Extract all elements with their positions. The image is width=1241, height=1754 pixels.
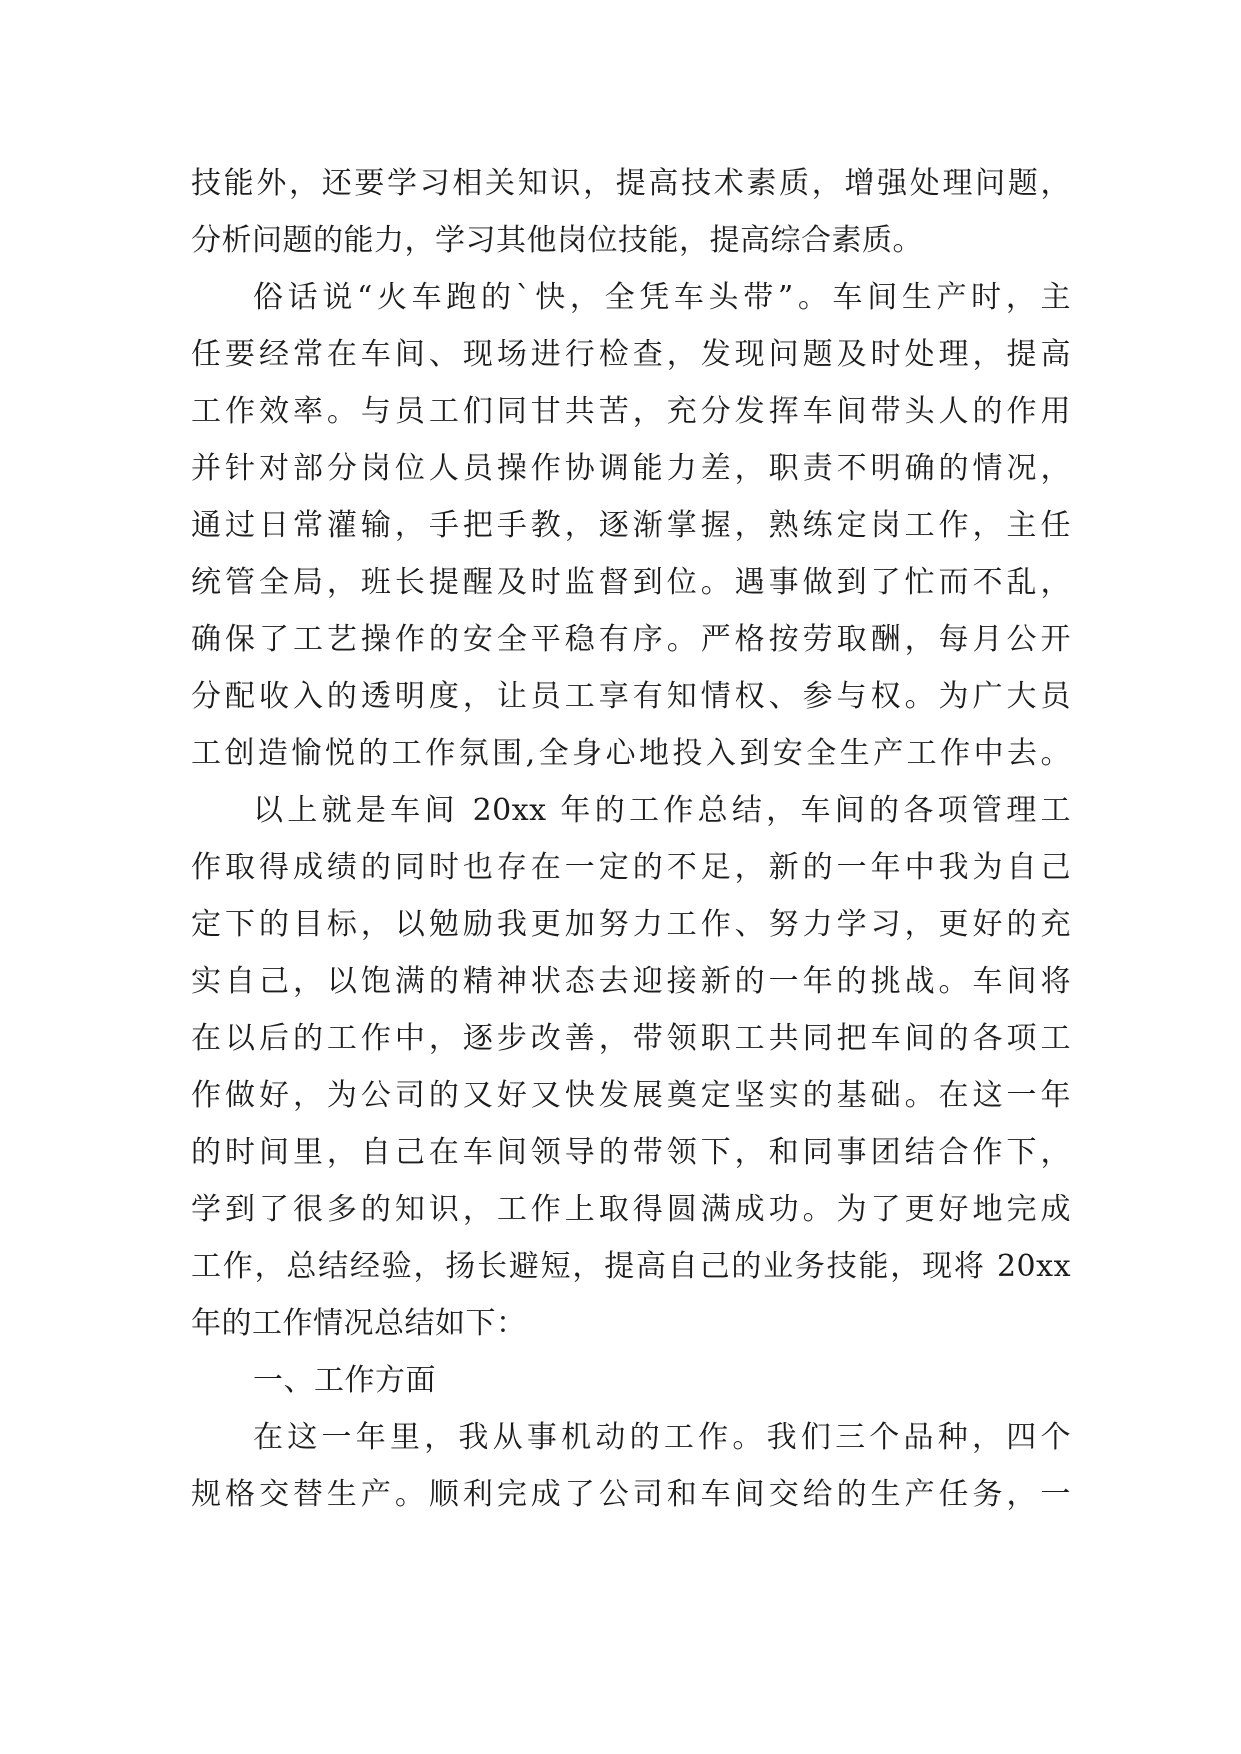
text-line: 的时间里，自己在车间领导的带领下，和同事团结合作下， <box>191 1135 1071 1170</box>
text-line: 技能外，还要学习相关知识，提高技术素质，增强处理问题， <box>191 166 1071 201</box>
text-line: 工创造愉悦的工作氛围,全身心地投入到安全生产工作中去。 <box>191 736 1071 771</box>
text-line: 并针对部分岗位人员操作协调能力差，职责不明确的情况， <box>191 451 1071 486</box>
text-line: 作做好，为公司的又好又快发展奠定坚实的基础。在这一年 <box>191 1078 1071 1113</box>
text-line: 俗话说“火车跑的`快，全凭车头带”。车间生产时，主 <box>253 280 1071 315</box>
section-heading: 一、工作方面 <box>253 1363 436 1398</box>
text-line: 规格交替生产。顺利完成了公司和车间交给的生产任务，一 <box>191 1477 1071 1512</box>
text-line: 任要经常在车间、现场进行检查，发现问题及时处理，提高 <box>191 337 1071 372</box>
text-line: 确保了工艺操作的安全平稳有序。严格按劳取酬，每月公开 <box>191 622 1071 657</box>
text-line: 实自己，以饱满的精神状态去迎接新的一年的挑战。车间将 <box>191 964 1071 999</box>
text-line: 通过日常灌输，手把手教，逐渐掌握，熟练定岗工作，主任 <box>191 508 1071 543</box>
text-line: 在这一年里，我从事机动的工作。我们三个品种，四个 <box>253 1420 1071 1455</box>
text-line: 统管全局，班长提醒及时监督到位。遇事做到了忙而不乱， <box>191 565 1071 600</box>
text-line: 学到了很多的知识，工作上取得圆满成功。为了更好地完成 <box>191 1192 1071 1227</box>
text-line: 工作效率。与员工们同甘共苦，充分发挥车间带头人的作用 <box>191 394 1071 429</box>
text-line: 分配收入的透明度，让员工享有知情权、参与权。为广大员 <box>191 679 1071 714</box>
text-line: 以上就是车间 20xx 年的工作总结，车间的各项管理工 <box>253 793 1071 828</box>
document-body <box>191 155 1071 1523</box>
text-line: 工作，总结经验，扬长避短，提高自己的业务技能，现将 20xx <box>191 1249 1071 1284</box>
text-line: 作取得成绩的同时也存在一定的不足，新的一年中我为自己 <box>191 850 1071 885</box>
text-line: 在以后的工作中，逐步改善，带领职工共同把车间的各项工 <box>191 1021 1071 1056</box>
text-line: 分析问题的能力，学习其他岗位技能，提高综合素质。 <box>191 223 923 258</box>
text-line: 定下的目标，以勉励我更加努力工作、努力学习，更好的充 <box>191 907 1071 942</box>
text-line: 年的工作情况总结如下： <box>191 1306 527 1341</box>
